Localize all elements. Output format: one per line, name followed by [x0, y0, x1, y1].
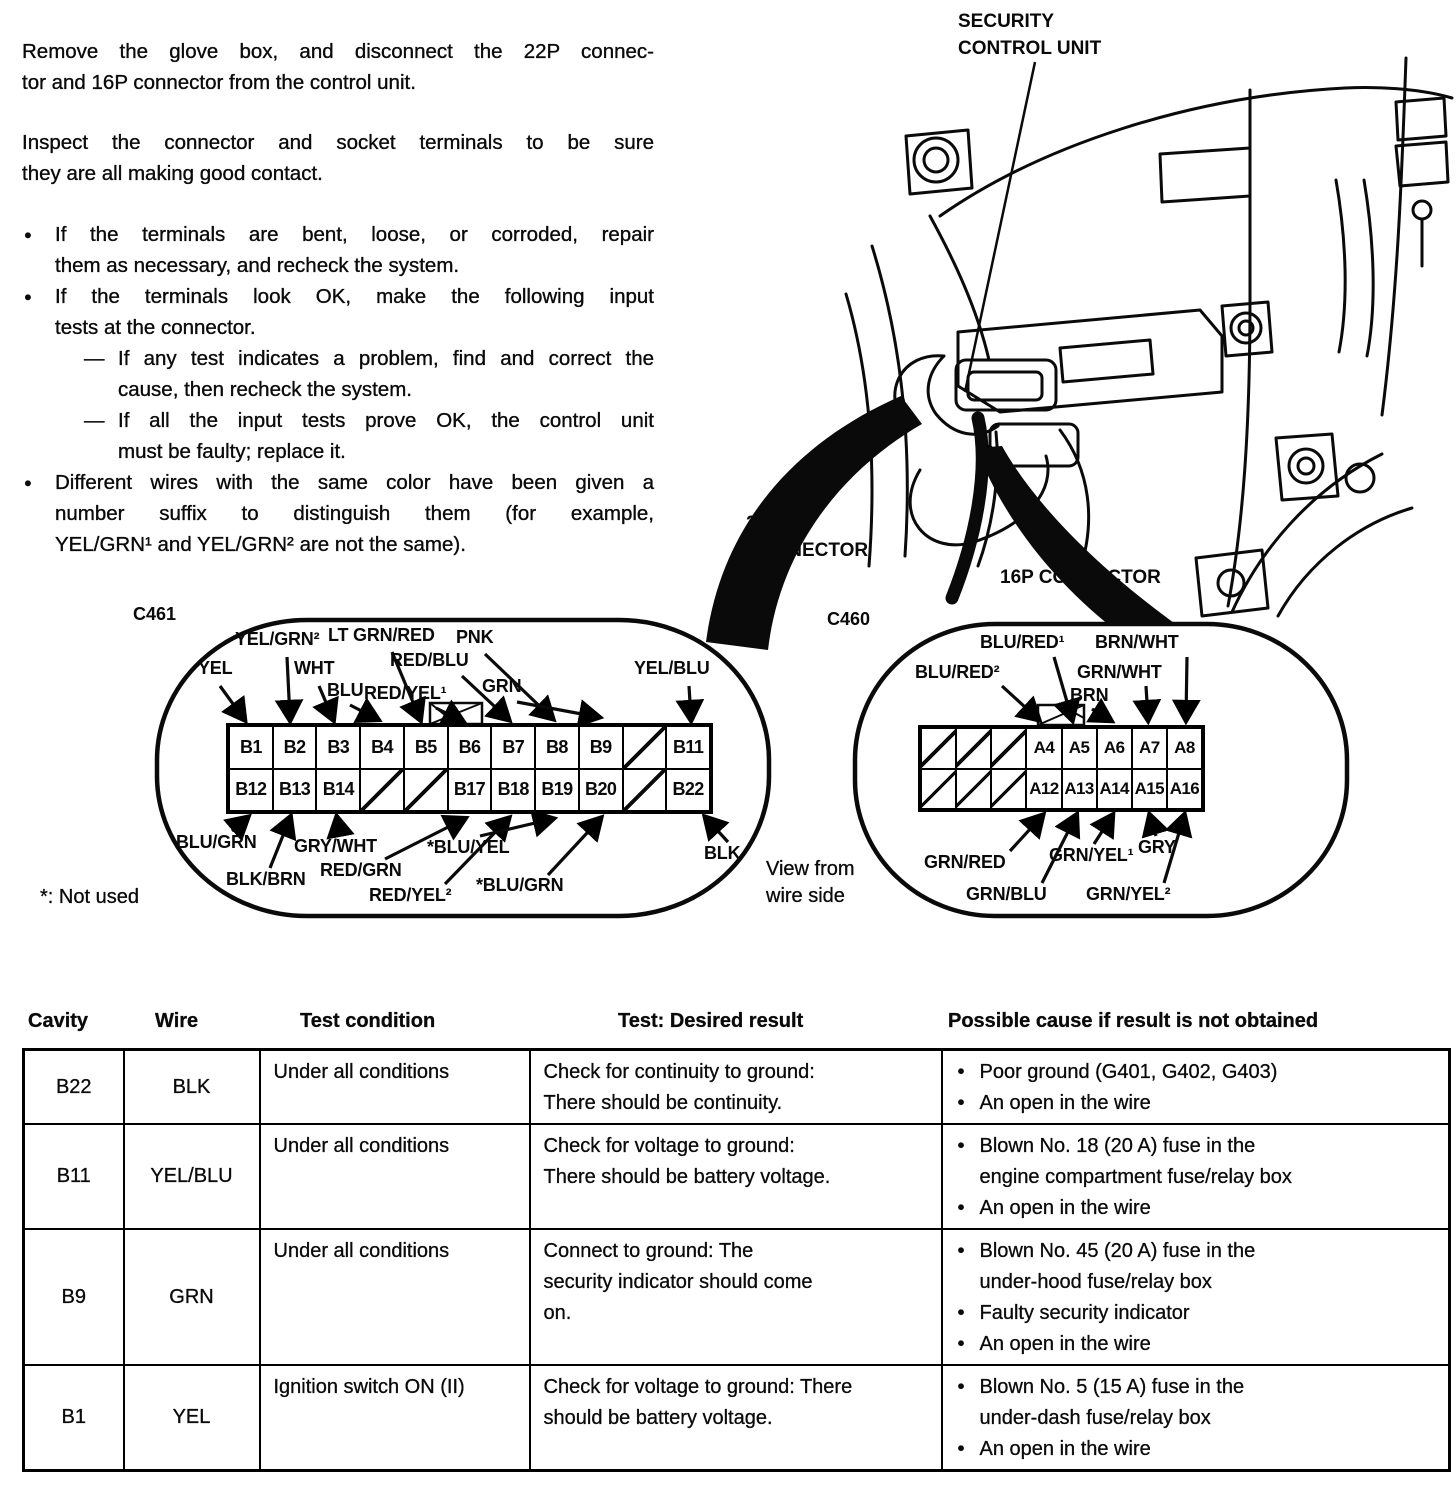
result-cell: Check for voltage to ground: There should be battery voltage.	[530, 1365, 942, 1471]
wire-label: BLU/GRN	[176, 832, 257, 852]
condition-cell: Ignition switch ON (II)	[260, 1365, 530, 1471]
16p-connector-label: 16P CONNECTOR	[1000, 567, 1161, 588]
text-line: them as necessary, and recheck the system.	[55, 254, 460, 277]
bolt-bracket-1	[1222, 302, 1272, 356]
cause-item: • Blown No. 5 (15 A) fuse in the under-dash fuse/relay box	[957, 1376, 1245, 1429]
result-cell: Connect to ground: The security indicator should come on.	[530, 1229, 942, 1365]
bullet-item: ● If the terminals are bent, loose, or corroded, repair	[22, 219, 654, 250]
bullet-marker: ●	[24, 289, 32, 304]
pin-cell: A15	[1132, 769, 1167, 810]
wire-label: RED/GRN	[320, 860, 402, 880]
pin-cell: B5	[404, 726, 448, 769]
pin-cell-unused	[956, 728, 991, 769]
wire-label: RED/YEL²	[369, 885, 452, 905]
table-row	[24, 1124, 1450, 1229]
pin-cell-unused	[991, 728, 1026, 769]
wire-label: BLU	[327, 680, 364, 700]
text-line: Remove the glove box, and disconnect the 22P connec-	[22, 40, 654, 63]
text-line: must be faulty; replace it.	[118, 440, 346, 463]
dash-illustration	[846, 58, 1452, 616]
text-line: tor and 16P connector from the control unit.	[22, 71, 416, 94]
text-line: tests at the connector.	[55, 316, 256, 339]
pin-cell: A6	[1097, 728, 1132, 769]
condition-cell: Under all conditions	[260, 1050, 530, 1125]
bullet-item: ● Different wires with the same color have been given a	[22, 467, 654, 498]
wire-label: GRY	[1138, 837, 1176, 857]
condition-cell: Under all conditions	[260, 1229, 530, 1365]
pin-cell: A14	[1097, 769, 1132, 810]
pin-cell: B4	[360, 726, 404, 769]
wire-label: BLK/BRN	[226, 869, 306, 889]
cause-cell	[942, 1365, 1450, 1471]
wire-cell: BLK	[124, 1050, 260, 1125]
pin-cell: B2	[273, 726, 317, 769]
text-line: cause, then recheck the system.	[118, 378, 412, 401]
dash-marker: —	[84, 347, 105, 370]
pin-cell-unused	[623, 769, 667, 812]
wire-label: YEL/BLU	[634, 658, 710, 678]
cause-item: • An open in the wire	[957, 1438, 1151, 1460]
wire-label: *BLU/YEL	[427, 837, 510, 857]
bullet-marker: ●	[24, 475, 32, 490]
shelf-box	[1160, 148, 1250, 202]
pin-cell: B7	[491, 726, 535, 769]
cause-item: • Poor ground (G401, G402, G403)	[957, 1061, 1278, 1083]
sub-item: — If all the input tests prove OK, the control unit	[22, 405, 654, 436]
wire-label: GRN/BLU	[966, 884, 1047, 904]
bullet-item: ● If the terminals look OK, make the following input	[22, 281, 654, 312]
wire-label: YEL	[198, 658, 233, 678]
input-test-table	[22, 1048, 1451, 1472]
right-pillar	[1382, 58, 1406, 415]
pin-cell: B17	[448, 769, 492, 812]
c461-pin-grid	[226, 723, 713, 814]
wire-label: *BLU/GRN	[476, 875, 564, 895]
cause-cell	[942, 1229, 1450, 1365]
pin-cell: A4	[1026, 728, 1061, 769]
security-control-unit-label: SECURITY CONTROL UNIT	[958, 11, 1102, 59]
cause-item: • An open in the wire	[957, 1092, 1151, 1114]
table-row	[24, 1050, 1450, 1125]
wire-label: GRN/RED	[924, 852, 1006, 872]
cause-item: • An open in the wire	[957, 1197, 1151, 1219]
wire-label: BLU/RED²	[915, 662, 1000, 682]
result-cell: Check for voltage to ground: There should be battery voltage.	[530, 1124, 942, 1229]
pin-cell: B13	[273, 769, 317, 812]
pin-cell: B8	[535, 726, 579, 769]
screw-head	[1413, 201, 1431, 219]
cavity-cell: B1	[24, 1365, 124, 1471]
dash-marker: —	[84, 409, 105, 432]
harness-thick	[952, 418, 982, 598]
cause-item: • Blown No. 18 (20 A) fuse in the engine compartment fuse/relay box	[957, 1135, 1292, 1188]
pin-cell: B18	[491, 769, 535, 812]
security-leader-line	[965, 62, 1035, 392]
wire-label: WHT	[294, 658, 335, 678]
not-used-footnote: *: Not used	[40, 886, 139, 908]
wire-label: BRN	[1070, 685, 1109, 705]
cause-item: • An open in the wire	[957, 1333, 1151, 1355]
cause-item: • Blown No. 45 (20 A) fuse in the under-hood fuse/relay box	[957, 1240, 1256, 1293]
pin-cell: B19	[535, 769, 579, 812]
column-header-cavity: Cavity	[28, 1010, 89, 1032]
pin-cell-unused	[404, 769, 448, 812]
instruction-text-block	[22, 36, 654, 560]
cavity-cell: B11	[24, 1124, 124, 1229]
condition-cell: Under all conditions	[260, 1124, 530, 1229]
text-line: Inspect the connector and socket terminals to be sure	[22, 131, 654, 154]
wire-cell: YEL	[124, 1365, 260, 1471]
wire-cell: GRN	[124, 1229, 260, 1365]
text-line: they are all making good contact.	[22, 162, 323, 185]
column-header-test-condition: Test condition	[300, 1010, 436, 1032]
result-cell: Check for continuity to ground: There should be continuity.	[530, 1050, 942, 1125]
pin-cell: B9	[579, 726, 623, 769]
c461-connector-id: C461	[133, 604, 177, 624]
wire-label: GRY/WHT	[294, 836, 377, 856]
pin-cell-unused	[956, 769, 991, 810]
pin-cell: A12	[1026, 769, 1061, 810]
pin-cell: A7	[1132, 728, 1167, 769]
pin-cell-unused	[921, 728, 956, 769]
wire-label: BLU/RED¹	[980, 632, 1065, 652]
wire-cell: YEL/BLU	[124, 1124, 260, 1229]
cavity-cell: B9	[24, 1229, 124, 1365]
pin-cell: A13	[1062, 769, 1097, 810]
cause-item: • Faulty security indicator	[957, 1302, 1190, 1324]
wire-label: RED/BLU	[390, 650, 469, 670]
bolt-bracket-2	[1276, 434, 1338, 500]
right-harness-2	[1364, 180, 1373, 356]
wire-label: GRN/YEL²	[1086, 884, 1171, 904]
column-header-desired-result: Test: Desired result	[618, 1010, 804, 1032]
right-harness-1	[1336, 180, 1345, 352]
bolt-circle	[914, 138, 958, 182]
wire-label: LT GRN/RED	[328, 625, 435, 645]
pin-cell-unused	[921, 769, 956, 810]
pin-cell: A16	[1167, 769, 1202, 810]
swoosh-to-c460	[976, 446, 1204, 646]
text-line: YEL/GRN¹ and YEL/GRN² are not the same).	[55, 533, 466, 556]
pin-cell: B11	[666, 726, 710, 769]
cause-cell	[942, 1124, 1450, 1229]
pin-cell: B12	[229, 769, 273, 812]
wire-label: GRN	[482, 676, 522, 696]
bullet-marker: ●	[24, 227, 32, 242]
sub-item: — If any test indicates a problem, find and correct the	[22, 343, 654, 374]
pin-cell-unused	[991, 769, 1026, 810]
pin-cell: B1	[229, 726, 273, 769]
pin-cell: B20	[579, 769, 623, 812]
c460-pin-grid	[918, 725, 1205, 812]
wire-label: BRN/WHT	[1095, 632, 1179, 652]
pin-cell: A5	[1062, 728, 1097, 769]
lower-sweep-2	[1278, 508, 1412, 616]
cavity-cell: B22	[24, 1050, 124, 1125]
wire-label: GRN/YEL¹	[1049, 845, 1134, 865]
column-header-possible-cause: Possible cause if result is not obtained	[948, 1010, 1319, 1032]
wire-label: BLK	[704, 843, 741, 863]
pin-cell-unused	[623, 726, 667, 769]
c460-connector-id: C460	[827, 609, 871, 629]
wire-label: GRN/WHT	[1077, 662, 1162, 682]
pin-cell-unused	[360, 769, 404, 812]
pin-cell: A8	[1167, 728, 1202, 769]
column-header-wire: Wire	[155, 1010, 199, 1032]
wire-label: RED/YEL¹	[364, 683, 447, 703]
table-row	[24, 1365, 1450, 1471]
wire-label: PNK	[456, 627, 494, 647]
pin-cell: B22	[666, 769, 710, 812]
text-line: number suffix to distinguish them (for example,	[55, 502, 654, 525]
pin-cell: B3	[316, 726, 360, 769]
control-unit-slot	[1060, 340, 1153, 382]
cause-cell	[942, 1050, 1450, 1125]
wire-label: YEL/GRN²	[235, 629, 320, 649]
table-row	[24, 1229, 1450, 1365]
pin-cell: B14	[316, 769, 360, 812]
22p-connector-label: 22P CONNECTOR	[746, 513, 869, 561]
view-from-wire-side-note: View from wire side	[766, 858, 855, 907]
pin-cell: B6	[448, 726, 492, 769]
center-pillar	[1228, 90, 1250, 606]
